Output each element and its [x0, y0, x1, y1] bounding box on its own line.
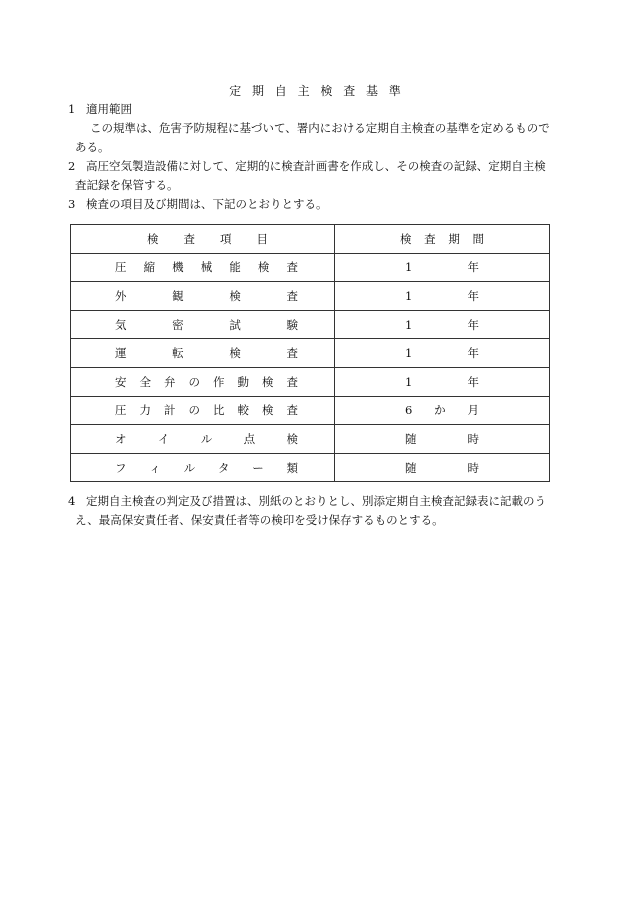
cell-char: 時	[467, 460, 479, 475]
cell-char: 査	[286, 374, 298, 389]
cell-char: 密	[172, 317, 184, 332]
cell-char: 査	[286, 403, 298, 418]
cell-char: の	[188, 403, 200, 418]
inspection-period-cell	[335, 367, 550, 396]
table-row	[71, 425, 550, 454]
section-text-line: この規準は、危害予防規程に基づいて、署内における定期自主検査の基準を定めるもので	[90, 121, 550, 135]
cell-char: 1	[405, 346, 413, 361]
cell-char: 観	[172, 288, 184, 303]
inspection-period-cell	[335, 453, 550, 482]
cell-char: 月	[467, 403, 479, 418]
header-cell	[335, 225, 549, 253]
cell-char: 運	[115, 346, 127, 361]
cell-char: ル	[200, 431, 213, 446]
inspection-period-cell	[335, 339, 550, 368]
inspection-item-cell	[71, 339, 335, 368]
cell-char: 気	[115, 317, 127, 332]
cell-char: 外	[115, 288, 127, 303]
inspection-item	[71, 397, 334, 425]
cell-char: 査	[183, 231, 195, 246]
cell-char: フ	[115, 460, 127, 475]
cell-char: 随	[405, 431, 417, 446]
cell-char: 全	[139, 374, 151, 389]
cell-char: 年	[467, 260, 479, 275]
cell-char: 検	[257, 260, 270, 275]
cell-char: 間	[472, 231, 484, 246]
cell-char: 査	[286, 260, 298, 275]
table-row	[71, 282, 550, 311]
cell-char: 安	[115, 374, 127, 389]
cell-char: の	[188, 374, 200, 389]
cell-char: 較	[237, 403, 249, 418]
inspection-item-cell	[71, 310, 335, 339]
section-number: 3	[68, 197, 76, 211]
inspection-item	[71, 339, 334, 367]
inspection-item	[71, 454, 334, 482]
cell-char: タ	[217, 460, 230, 475]
section-number: 4	[68, 494, 76, 508]
inspection-table	[70, 224, 550, 482]
inspection-item	[71, 282, 334, 310]
inspection-item-cell	[71, 367, 335, 396]
cell-char: 1	[405, 374, 413, 389]
cell-char: 年	[467, 374, 479, 389]
cell-char: ー	[252, 460, 264, 475]
cell-char: イ	[157, 431, 170, 446]
cell-char: 随	[405, 460, 417, 475]
cell-char: 査	[286, 346, 298, 361]
inspection-period	[335, 454, 549, 482]
cell-char: 類	[286, 460, 298, 475]
cell-char: 検	[286, 431, 298, 446]
inspection-period	[335, 339, 549, 367]
cell-char: 力	[139, 403, 151, 418]
cell-char: 転	[172, 346, 184, 361]
inspection-period	[335, 425, 549, 453]
cell-char: 計	[164, 403, 176, 418]
document-title: 定期自主検査基準	[229, 84, 412, 98]
inspection-item	[71, 311, 334, 339]
inspection-item-cell	[71, 282, 335, 311]
cell-char: 械	[200, 260, 213, 275]
table-row	[71, 396, 550, 425]
section-text-line: 定期自主検査の判定及び措置は、別紙のとおりとし、別添定期自主検査記録表に記載のう	[86, 494, 546, 508]
table-row	[71, 453, 550, 482]
section-text-line: 高圧空気製造設備に対して、定期的に検査計画書を作成し、その検査の記録、定期自主検	[86, 159, 546, 173]
section-1	[68, 100, 568, 157]
section-text-line: 査記録を保管する。	[75, 178, 179, 192]
cell-char: 機	[172, 260, 184, 275]
section-number: 1	[68, 102, 76, 116]
cell-char: 1	[405, 260, 413, 275]
cell-char: 比	[213, 403, 225, 418]
cell-char: 圧	[115, 403, 127, 418]
header-cell	[71, 225, 334, 253]
section-3	[68, 195, 568, 214]
inspection-period-cell	[335, 425, 550, 454]
section-text-line: 検査の項目及び期間は、下記のとおりとする。	[86, 197, 328, 211]
inspection-period	[335, 311, 549, 339]
cell-char: 検	[229, 346, 241, 361]
cell-char: 点	[243, 431, 256, 446]
cell-char: 6	[405, 403, 413, 418]
inspection-period-cell	[335, 396, 550, 425]
cell-char: 検	[229, 288, 241, 303]
cell-char: 時	[467, 431, 479, 446]
section-2	[68, 157, 568, 195]
inspection-period-cell	[335, 310, 550, 339]
inspection-period	[335, 282, 549, 310]
cell-char: 1	[405, 288, 413, 303]
cell-char: 試	[229, 317, 241, 332]
cell-char: 目	[256, 231, 268, 246]
cell-char: 検	[262, 374, 274, 389]
inspection-item-cell	[71, 253, 335, 282]
cell-char: 査	[424, 231, 436, 246]
inspection-period-cell	[335, 253, 550, 282]
cell-char: オ	[115, 431, 127, 446]
cell-char: 能	[229, 260, 241, 275]
inspection-period	[335, 254, 549, 282]
inspection-item-cell	[71, 453, 335, 482]
cell-char: 査	[286, 288, 298, 303]
cell-char: 1	[405, 317, 413, 332]
inspection-item	[71, 425, 334, 453]
cell-char: 期	[448, 231, 460, 246]
cell-char: 検	[400, 231, 412, 246]
cell-char: 年	[467, 288, 479, 303]
header-inspection-item	[71, 225, 335, 254]
cell-char: か	[434, 403, 446, 418]
inspection-item-cell	[71, 425, 335, 454]
inspection-item	[71, 254, 334, 282]
table-row	[71, 310, 550, 339]
table-row	[71, 367, 550, 396]
cell-char: 弁	[164, 374, 176, 389]
inspection-item-cell	[71, 396, 335, 425]
cell-char: ィ	[149, 460, 161, 475]
section-4	[68, 492, 568, 530]
inspection-item	[71, 368, 334, 396]
cell-char: 項	[220, 231, 232, 246]
section-number: 2	[68, 159, 76, 173]
cell-char: 検	[262, 403, 274, 418]
inspection-period	[335, 368, 549, 396]
header-inspection-period	[335, 225, 550, 254]
cell-char: 年	[467, 346, 479, 361]
section-text-line: え、最高保安責任者、保安責任者等の検印を受け保存するものとする。	[75, 513, 444, 527]
cell-char: ル	[183, 460, 196, 475]
cell-char: 縮	[143, 260, 156, 275]
cell-char: 作	[213, 374, 225, 389]
inspection-period-cell	[335, 282, 550, 311]
section-heading: 適用範囲	[86, 102, 132, 116]
cell-char: 検	[147, 231, 159, 246]
cell-char: 圧	[115, 260, 127, 275]
cell-char: 験	[286, 317, 298, 332]
inspection-period	[335, 397, 549, 425]
table-row	[71, 253, 550, 282]
table-row	[71, 339, 550, 368]
cell-char: 動	[237, 374, 249, 389]
table-header-row	[71, 225, 550, 254]
section-text-line: ある。	[75, 140, 110, 154]
cell-char: 年	[467, 317, 479, 332]
